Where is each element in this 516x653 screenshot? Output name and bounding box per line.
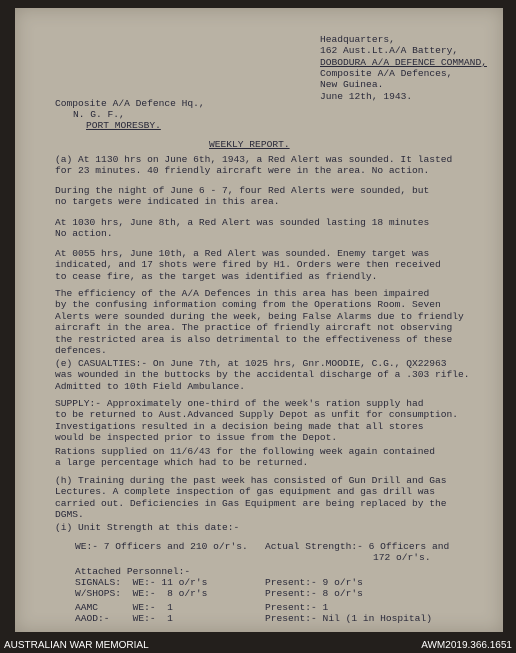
document-page: [15, 8, 503, 632]
paragraph-e: The efficiency of the A/A Defences in this area has been impaired by the confusing information coming from the Operations Room. Seven Alerts were sounded during the week, being False Alarms due to friendly aircraft in the area. The practice of friendly aircraft not observing the restricted area is also detrimental to the effectiveness of these defences.: [55, 288, 464, 357]
paragraph-training: (h) Training during the past week has consisted of Gun Drill and Gas Lectures. A complete inspection of gas equipment and gas drill was carried out. Deficiencies in Gas Equipment are being replaced by the DGMS.: [55, 475, 447, 521]
attached-heading: Attached Personnel:-: [75, 566, 191, 577]
paragraph-a: (a) At 1130 hrs on June 6th, 1943, a Red Alert was sounded. It lasted for 23 minutes. 40 friendly aircraft were in the area. No action.: [55, 154, 453, 177]
strength-heading: (i) Unit Strength at this date:-: [55, 522, 240, 533]
attached-row: SIGNALS: WE:- 11 o/r's Present:- 9 o/r's: [75, 577, 363, 588]
paragraph-c: At 1030 hrs, June 8th, a Red Alert was sounded lasting 18 minutes No action.: [55, 217, 430, 240]
recipient-line-2: N. G. F.,: [73, 109, 125, 120]
strength-we-line: WE:- 7 Officers and 210 o/r's. Actual Strength:- 6 Officers and: [75, 541, 450, 552]
attached-row: AAMC WE:- 1 Present:- 1: [75, 602, 329, 613]
attached-row: W/SHOPS: WE:- 8 o/r's Present:- 8 o/r's: [75, 588, 363, 599]
footer-accession-number: AWM2019.366.1651: [421, 640, 512, 651]
footer-institution: AUSTRALIAN WAR MEMORIAL: [4, 640, 149, 651]
paragraph-b: During the night of June 6 - 7, four Red Alerts were sounded, but no targets were indicated in this area.: [55, 185, 430, 208]
attached-row: AAOD:- WE:- 1 Present:- Nil (1 in Hospital): [75, 613, 432, 624]
recipient-line-1: Composite A/A Defence Hq.,: [55, 98, 205, 109]
report-date: June 12th, 1943.: [320, 91, 413, 102]
strength-actual-line: 172 o/r's.: [373, 552, 431, 563]
recipient-place: PORT MORESBY.: [86, 120, 161, 131]
sender-line-4: Composite A/A Defences,: [320, 68, 453, 79]
sender-line-1: Headquarters,: [320, 34, 395, 45]
sender-line-2: 162 Aust.Lt.A/A Battery,: [320, 45, 459, 56]
report-title: WEEKLY REPORT.: [209, 139, 290, 150]
paragraph-rations: Rations supplied on 11/6/43 for the following week again contained a large percentage which had to be returned.: [55, 446, 435, 469]
sender-line-5: New Guinea.: [320, 79, 384, 90]
sender-line-3: DOBODURA A/A DEFENCE COMMAND,: [320, 57, 487, 68]
paragraph-supply: SUPPLY:- Approximately one-third of the week's ration supply had to be returned to Aust.Advanced Supply Depot as unfit for consumption. Investigations resulted in a decision being made that all stores would be inspected prior to issue from the Depot.: [55, 398, 459, 444]
paragraph-casualties: (e) CASUALTIES:- On June 7th, at 1025 hrs, Gnr.MOODIE, C.G., QX22963 was wounded in the buttocks by the accidental discharge of a .303 rifle. Admitted to 10th Field Ambulance.: [55, 358, 470, 392]
paragraph-d: At 0055 hrs, June 10th, a Red Alert was sounded. Enemy target was indicated, and 17 shots were fired by H1. Orders were then received to cease fire, as the target was identified as friendly.: [55, 248, 441, 282]
